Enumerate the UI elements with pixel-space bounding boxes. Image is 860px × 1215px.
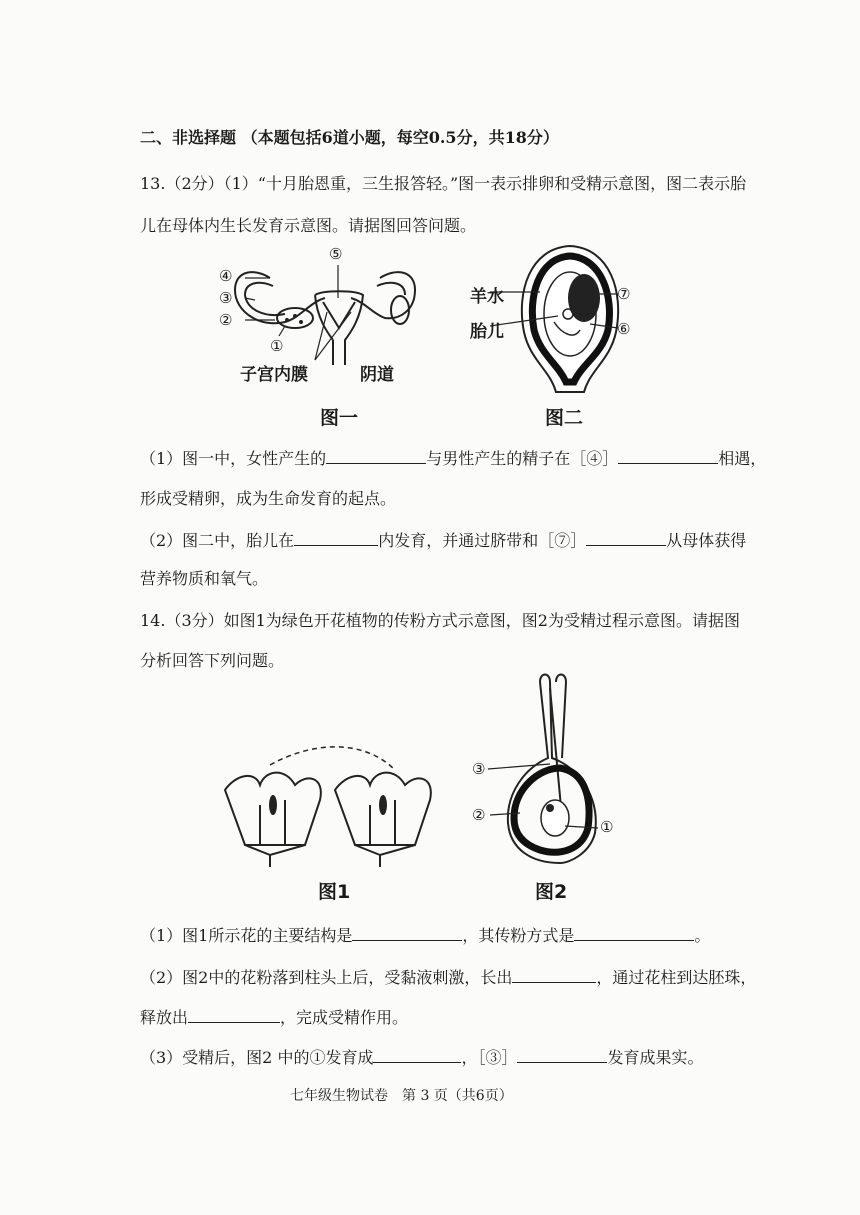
fig1-uterus-diagram	[215, 240, 435, 380]
fig2-fetus-diagram	[510, 242, 630, 397]
fig2-label-7: ⑦	[617, 285, 631, 303]
q14-intro-1: 14.（3分）如图1为绿色开花植物的传粉方式示意图，图2为受精过程示意图。请据图	[140, 611, 740, 630]
q13-intro-2: 儿在母体内生长发育示意图。请据图回答问题。	[140, 216, 477, 235]
q13-intro-1: 13.（2分）（1）“十月胎恩重，三生报答轻。”图一表示排卵和受精示意图，图二表示胎	[140, 174, 747, 193]
fig1-caption: 图一	[320, 407, 359, 429]
q14-blank-sperm[interactable]	[188, 1006, 280, 1023]
q14-sub2-line2	[140, 1006, 408, 1028]
q14-sub1-line1	[140, 924, 710, 946]
fig2-caption: 图二	[545, 407, 584, 429]
q14-sub3-text-c: 发育成果实。	[607, 1048, 704, 1067]
q13-sub2-text-c: 从母体获得	[666, 531, 747, 550]
q14-sub2-text-c: 释放出	[140, 1008, 189, 1027]
q14-sub1-text-b: ，其传粉方式是	[462, 926, 575, 945]
fig-2-caption: 图2	[535, 881, 568, 903]
fig-1-flowers-diagram	[215, 745, 435, 865]
q14-sub2-text-b: ，通过花柱到达胚珠，	[596, 968, 757, 987]
q13-sub2-line1	[140, 529, 746, 551]
q14-sub3-text-b: ，［③］	[461, 1048, 518, 1067]
fig1-label-endometrium: 子宫内膜	[240, 365, 308, 385]
q14-blank-pollination-type[interactable]	[574, 924, 694, 941]
fig2-label-fetus: 胎儿	[470, 322, 504, 342]
q14-sub1-text-c: 。	[694, 926, 711, 945]
q13-sub2-line2: 营养物质和氧气。	[140, 569, 269, 588]
q13-sub1-text-b: 与男性产生的精子在［④］	[426, 449, 619, 468]
fig-1-caption: 图1	[318, 881, 351, 903]
q14-intro-2: 分析回答下列问题。	[140, 651, 285, 670]
q13-sub1-line1	[140, 447, 766, 469]
fig1-label-vagina: 阴道	[360, 365, 394, 385]
q14-sub2-line1	[140, 966, 756, 988]
fig-2-label-3: ③	[472, 760, 486, 778]
q14-blank-pollen-tube[interactable]	[512, 966, 596, 983]
section-header	[140, 128, 559, 148]
fig-2-label-1: ①	[600, 818, 614, 836]
q14-sub2-text-d: ，完成受精作用。	[280, 1008, 409, 1027]
q13-blank-uterus[interactable]	[294, 529, 378, 546]
fig1-label-4: ④	[219, 267, 233, 285]
fig1-label-1: ①	[270, 337, 284, 355]
q14-blank-main-structure[interactable]	[352, 924, 462, 941]
q13-sub2-text-a: （2）图二中，胎儿在	[140, 531, 295, 550]
q13-sub1-line2: 形成受精卵，成为生命发育的起点。	[140, 489, 397, 508]
q14-blank-ovary[interactable]	[517, 1046, 607, 1063]
q14-sub3-line1	[140, 1046, 703, 1068]
fig2-label-amniotic-fluid: 羊水	[470, 287, 504, 307]
q13-blank-placenta[interactable]	[586, 529, 666, 546]
q14-sub1-text-a: （1）图1所示花的主要结构是	[140, 926, 353, 945]
q14-sub3-text-a: （3）受精后，图2 中的①发育成	[140, 1048, 374, 1067]
fig-2-label-2: ②	[472, 806, 486, 824]
fig1-label-2: ②	[219, 311, 233, 329]
q14-blank-seed[interactable]	[373, 1046, 461, 1063]
q13-blank-egg[interactable]	[326, 447, 426, 464]
page-footer: 七年级生物试卷 第 3 页（共6页）	[290, 1088, 513, 1104]
fig2-label-6: ⑥	[617, 320, 631, 338]
q14-sub2-text-a: （2）图2中的花粉落到柱头上后，受黏液刺激，长出	[140, 968, 513, 987]
fig1-label-5: ⑤	[329, 245, 343, 263]
fig1-label-3: ③	[219, 289, 233, 307]
q13-sub2-text-b: 内发育，并通过脐带和［⑦］	[378, 531, 587, 550]
section-note: （本题包括6道小题，每空0.5分，共18分）	[241, 128, 559, 147]
fig-2-pistil-diagram	[500, 668, 620, 868]
section-title: 二、非选择题	[140, 128, 237, 147]
q13-blank-oviduct[interactable]	[618, 447, 718, 464]
q13-sub1-text-c: 相遇，	[718, 449, 767, 468]
q13-sub1-text-a: （1）图一中，女性产生的	[140, 449, 327, 468]
